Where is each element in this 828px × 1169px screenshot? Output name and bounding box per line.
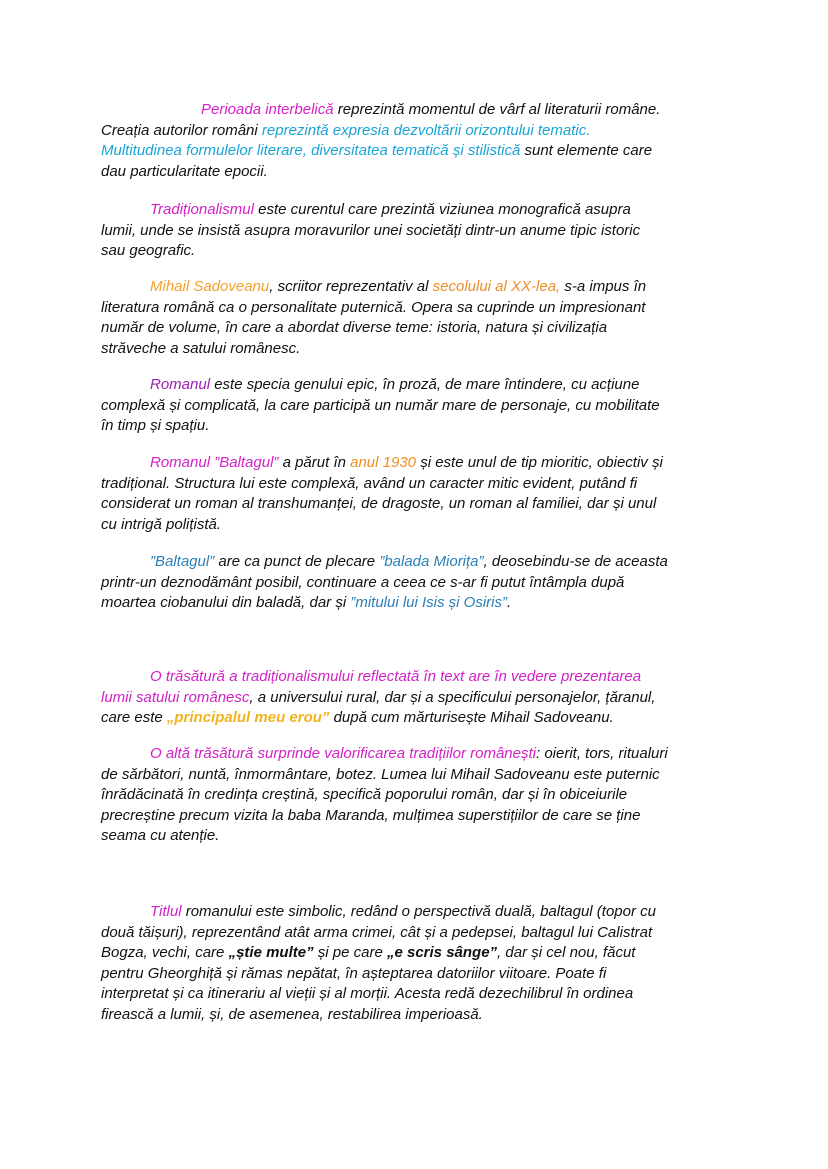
highlight-perioada: Perioada interbelică (201, 101, 334, 118)
bold-e-scris-sange: „e scris sânge” (386, 944, 498, 962)
paragraph-text: . (507, 594, 512, 612)
highlight-valorificarea-traditiilor: O altă trăsătură surprinde valorificarea tradițiilor românești (150, 745, 536, 762)
paragraph-romanul-baltagul (101, 453, 741, 535)
highlight-romanul-baltagul: Romanul ”Baltagul” (150, 454, 279, 471)
highlight-baltagul: ”Baltagul” (150, 553, 215, 570)
highlight-expresia: reprezintă expresia dezvoltării orizontului tematic. Multitudinea formulelor literare, diversitatea tematică și stilistică (101, 121, 591, 160)
paragraph-traditionalismul (101, 200, 741, 262)
paragraph-text: și este unul de tip mioritic, obiectiv și tradițional. Structura lui este complexă, având un caracter mitic evident, putând fi considerat un roman al transhumanței, de dragoste, un roman al familiei, dar și unul cu intrigă polițistă. (101, 454, 663, 533)
highlight-trasatura-traditionalismului: O trăsătură a tradiționalismului reflectată în text are în vedere prezentarea lumii satului românesc (101, 668, 642, 706)
highlight-titlul: Titlul (150, 903, 182, 920)
paragraph-trasatura-2 (101, 744, 741, 847)
paragraph-text: sunt elemente care dau particularitate epocii. (101, 142, 653, 180)
paragraph-titlul (101, 902, 741, 1026)
highlight-anul-1930: anul 1930 (350, 454, 417, 471)
paragraph-text: , scriitor reprezentativ al (269, 278, 433, 295)
highlight-mihail-sadoveanu: Mihail Sadoveanu (150, 278, 270, 295)
bold-stie-multe: „știe multe” (228, 944, 314, 962)
paragraph-text: : oierit, tors, ritualuri de sărbători, nuntă, înmormântare, botez. Lumea lui Mihail Sadoveanu este puternic înrădăcinată în credința creștină, specifică poporului român, dar și în obiceiurile precreștine precum vizita la baba Maranda, mulțimea superstițiilor de care se ține seama cu atenție. (101, 745, 668, 845)
paragraph-text: , dar și cel nou, făcut pentru Gheorghiță și rămas nepătat, în așteptarea datoriilor viitoare. Poate fi interpretat și ca itinerariu al vieții și al morții. Acesta redă dezechilibrul în ordinea firească a lumii, și, de asemenea, restabilirea imperioasă. (101, 944, 636, 1023)
paragraph-mihail-sadoveanu (101, 277, 741, 359)
paragraph-text: a părut în (278, 454, 351, 471)
paragraph-text: este specia genului epic, în proză, de mare întindere, cu acțiune complexă și complicată, la care participă un număr mare de personaje, cu mobilitate în timp și spațiu. (101, 376, 660, 435)
paragraph-baltagul-mioritza (101, 552, 741, 614)
paragraph-text: romanului este simbolic, redând o perspectivă duală, baltagul (topor cu două tăișuri), reprezentând atât arma crimei, cât și a pedepsei, baltagul lui Calistrat Bogza, vechi, care (101, 903, 656, 962)
paragraph-text: este curentul care prezintă viziunea monografică asupra lumii, unde se insistă asupra moravurilor unei societăți dintr-un anume tipic istoric sau geografic. (101, 201, 641, 260)
paragraph-text: și pe care (313, 944, 387, 962)
paragraph-text: , a universului rural, dar și a specificului personajelor, țăranul, care este (101, 688, 656, 727)
paragraph-text: are ca punct de plecare (214, 553, 380, 570)
paragraph-text: reprezintă momentul de vârf al literaturii române. Creația autorilor români (101, 101, 661, 139)
paragraph-text: după cum mărturisește Mihail Sadoveanu. (329, 709, 614, 727)
paragraph-trasatura-1 (101, 667, 741, 729)
highlight-traditionalismul: Tradiționalismul (150, 201, 254, 218)
paragraph-text: , deosebindu-se de aceasta printr-un deznodământ posibil, continuare a ceea ce s-ar fi putut întâmpla după moartea ciobanului din baladă, dar și (101, 553, 668, 612)
paragraph-text: s-a impus în literatura română ca o personalitate puternică. Opera sa cuprinde un impresionant număr de volume, în care a abordat diverse teme: istoria, natura și civilizația străveche a satului românesc. (101, 278, 647, 357)
paragraph-perioada-interbelica (101, 100, 741, 182)
paragraph-romanul (101, 375, 741, 437)
highlight-balada-miorita: ”balada Miorița” (379, 553, 484, 570)
highlight-secolul: secolului al XX-lea, (432, 278, 561, 295)
highlight-isis-osiris: ”mitului lui Isis și Osiris” (350, 594, 508, 612)
highlight-principalul-meu-erou: „principalul meu erou” (166, 709, 330, 727)
highlight-romanul: Romanul (150, 376, 211, 393)
